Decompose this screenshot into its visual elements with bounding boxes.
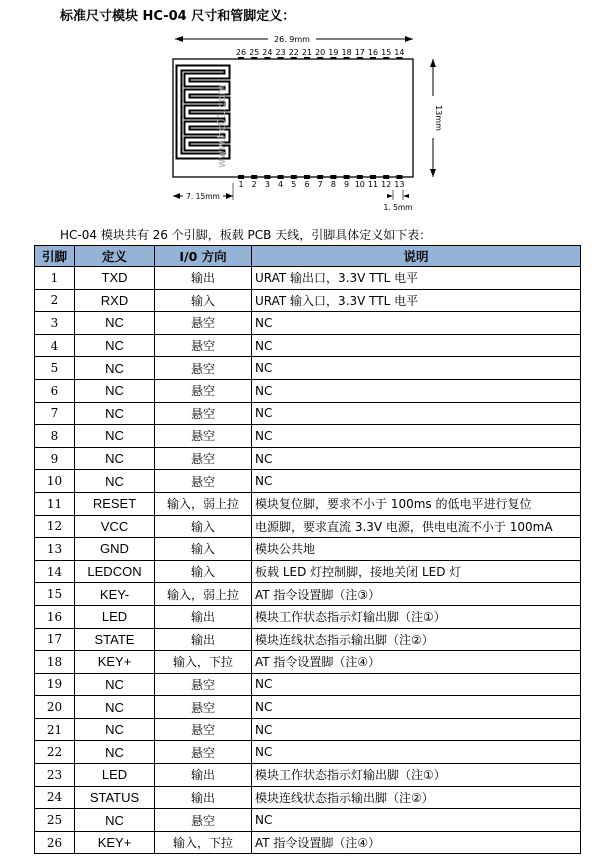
bottom-pin-pad bbox=[370, 175, 376, 179]
bottom-pin-pad bbox=[251, 175, 257, 179]
bottom-pin-number: 2 bbox=[251, 180, 257, 189]
table-row bbox=[35, 560, 581, 583]
pin-definition-table bbox=[34, 245, 581, 854]
pin-definition: NC bbox=[75, 379, 155, 402]
pin-description: URAT 输入口，3.3V TTL 电平 bbox=[252, 289, 581, 312]
pin-description: AT 指令设置脚（注④） bbox=[252, 651, 581, 674]
pin-io-direction: 输入 bbox=[155, 538, 252, 561]
bottom-pin-pad bbox=[344, 175, 350, 179]
pin-definition: RXD bbox=[75, 289, 155, 312]
pin-number: 11 bbox=[35, 492, 75, 515]
table-row bbox=[35, 651, 581, 674]
pin-number: 6 bbox=[35, 379, 75, 402]
pin-description: NC bbox=[252, 696, 581, 719]
pin-definition: NC bbox=[75, 447, 155, 470]
table-row bbox=[35, 334, 581, 357]
bottom-pin-number: 12 bbox=[381, 180, 392, 189]
pin-definition: KEY+ bbox=[75, 831, 155, 854]
pin-definition: LEDCON bbox=[75, 560, 155, 583]
pin-io-direction: 输出 bbox=[155, 605, 252, 628]
pin-io-direction: 输入 bbox=[155, 289, 252, 312]
pin-definition: KEY- bbox=[75, 583, 155, 606]
top-pin-number: 17 bbox=[354, 48, 365, 57]
top-pin-number: 18 bbox=[341, 48, 352, 57]
table-row bbox=[35, 492, 581, 515]
pitch-label: 1. 5mm bbox=[383, 203, 413, 212]
pin-description: NC bbox=[252, 379, 581, 402]
table-row bbox=[35, 289, 581, 312]
pin-number: 5 bbox=[35, 357, 75, 380]
pin-number: 13 bbox=[35, 538, 75, 561]
pin-definition: NC bbox=[75, 470, 155, 493]
pin-number: 8 bbox=[35, 425, 75, 448]
top-pin-number: 24 bbox=[262, 48, 273, 57]
pin-description: 电源脚，要求直流 3.3V 电源，供电电流不小于 100mA bbox=[252, 515, 581, 538]
pin-number: 26 bbox=[35, 831, 75, 854]
pin-definition: RESET bbox=[75, 492, 155, 515]
bottom-pin-number: 1 bbox=[238, 180, 244, 189]
pin-description: NC bbox=[252, 470, 581, 493]
pin-number: 22 bbox=[35, 741, 75, 764]
table-row bbox=[35, 673, 581, 696]
bottom-pin-pad bbox=[357, 175, 363, 179]
pin-number: 21 bbox=[35, 718, 75, 741]
pin-definition: VCC bbox=[75, 515, 155, 538]
bottom-pin-number: 3 bbox=[264, 180, 270, 189]
pin-description: NC bbox=[252, 402, 581, 425]
pin-number: 24 bbox=[35, 786, 75, 809]
table-row bbox=[35, 402, 581, 425]
pin-io-direction: 悬空 bbox=[155, 741, 252, 764]
pin-definition: NC bbox=[75, 718, 155, 741]
pin-number: 18 bbox=[35, 651, 75, 674]
pin-io-direction: 悬空 bbox=[155, 696, 252, 719]
bottom-pin-number: 5 bbox=[291, 180, 297, 189]
pin-io-direction: 输入，弱上拉 bbox=[155, 583, 252, 606]
pin-io-direction: 输出 bbox=[155, 764, 252, 787]
bottom-pin-pad bbox=[317, 175, 323, 179]
top-pin-number: 21 bbox=[301, 48, 313, 57]
pin-io-direction: 输出 bbox=[155, 628, 252, 651]
table-row bbox=[35, 605, 581, 628]
pin-number: 4 bbox=[35, 334, 75, 357]
pin-description: 板载 LED 灯控制脚，接地关闭 LED 灯 bbox=[252, 560, 581, 583]
pin-io-direction: 悬空 bbox=[155, 312, 252, 335]
header-description: 说明 bbox=[252, 246, 581, 267]
pin-number: 7 bbox=[35, 402, 75, 425]
pin-io-direction: 输入 bbox=[155, 560, 252, 583]
pin-definition: NC bbox=[75, 696, 155, 719]
height-dimension-label: 13mm bbox=[434, 105, 443, 131]
left-offset-label: 7. 15mm bbox=[186, 192, 220, 201]
bottom-pin-number: 8 bbox=[330, 180, 336, 189]
bottom-pin-number: 6 bbox=[304, 180, 310, 189]
pin-number: 15 bbox=[35, 583, 75, 606]
pin-io-direction: 输入，弱上拉 bbox=[155, 492, 252, 515]
pin-number: 10 bbox=[35, 470, 75, 493]
pin-io-direction: 悬空 bbox=[155, 357, 252, 380]
pin-description: 模块公共地 bbox=[252, 538, 581, 561]
pin-io-direction: 悬空 bbox=[155, 334, 252, 357]
table-row bbox=[35, 831, 581, 854]
pin-io-direction: 输入，下拉 bbox=[155, 831, 252, 854]
table-row bbox=[35, 515, 581, 538]
pin-io-direction: 输出 bbox=[155, 786, 252, 809]
bottom-pin-pad bbox=[330, 175, 336, 179]
header-definition: 定义 bbox=[75, 246, 155, 267]
table-row bbox=[35, 583, 581, 606]
pin-definition: NC bbox=[75, 357, 155, 380]
pin-description: NC bbox=[252, 357, 581, 380]
bottom-pin-number: 4 bbox=[278, 180, 284, 189]
pin-io-direction: 悬空 bbox=[155, 470, 252, 493]
pin-definition: LED bbox=[75, 605, 155, 628]
pin-io-direction: 输入 bbox=[155, 515, 252, 538]
pin-number: 12 bbox=[35, 515, 75, 538]
table-row bbox=[35, 538, 581, 561]
pin-definition: STATE bbox=[75, 628, 155, 651]
pin-description: NC bbox=[252, 312, 581, 335]
pin-definition: KEY+ bbox=[75, 651, 155, 674]
top-pin-number: 23 bbox=[275, 48, 286, 57]
table-row bbox=[35, 696, 581, 719]
pin-number: 19 bbox=[35, 673, 75, 696]
pin-io-direction: 悬空 bbox=[155, 379, 252, 402]
table-row bbox=[35, 379, 581, 402]
bottom-pin-pad bbox=[304, 175, 310, 179]
pin-io-direction: 悬空 bbox=[155, 402, 252, 425]
pin-definition: STATUS bbox=[75, 786, 155, 809]
pin-definition: NC bbox=[75, 312, 155, 335]
bottom-pin-pad bbox=[238, 175, 244, 179]
pin-description: NC bbox=[252, 809, 581, 832]
module-watermark: www.hc01.com bbox=[215, 84, 228, 168]
pin-io-direction: 悬空 bbox=[155, 809, 252, 832]
pin-description: 模块连线状态指示输出脚（注②） bbox=[252, 786, 581, 809]
pin-number: 9 bbox=[35, 447, 75, 470]
table-row bbox=[35, 786, 581, 809]
pin-io-direction: 悬空 bbox=[155, 673, 252, 696]
pin-definition: GND bbox=[75, 538, 155, 561]
pin-number: 2 bbox=[35, 289, 75, 312]
pin-description: NC bbox=[252, 334, 581, 357]
table-row bbox=[35, 718, 581, 741]
pin-description: NC bbox=[252, 741, 581, 764]
top-pin-number: 19 bbox=[328, 48, 339, 57]
pin-definition: NC bbox=[75, 402, 155, 425]
width-dimension-label: 26. 9mm bbox=[274, 35, 310, 44]
table-row bbox=[35, 312, 581, 335]
pin-io-direction: 悬空 bbox=[155, 447, 252, 470]
table-row bbox=[35, 809, 581, 832]
table-row bbox=[35, 357, 581, 380]
pin-definition: LED bbox=[75, 764, 155, 787]
pin-description: NC bbox=[252, 447, 581, 470]
top-pin-number: 14 bbox=[394, 48, 405, 57]
bottom-pin-number: 11 bbox=[367, 180, 379, 189]
table-row bbox=[35, 470, 581, 493]
top-pin-number: 26 bbox=[235, 48, 247, 57]
header-pin: 引脚 bbox=[35, 246, 75, 267]
bottom-pin-pad bbox=[264, 175, 270, 179]
pin-description: AT 指令设置脚（注③） bbox=[252, 583, 581, 606]
pin-description: 模块工作状态指示灯输出脚（注①） bbox=[252, 764, 581, 787]
pin-definition: NC bbox=[75, 741, 155, 764]
pin-definition: TXD bbox=[75, 267, 155, 290]
pin-io-direction: 输出 bbox=[155, 267, 252, 290]
pin-description: 模块连线状态指示输出脚（注②） bbox=[252, 628, 581, 651]
pin-number: 16 bbox=[35, 605, 75, 628]
top-pin-number: 16 bbox=[367, 48, 379, 57]
intro-text: HC-04 模块共有 26 个引脚，板载 PCB 天线，引脚具体定义如下表： bbox=[60, 228, 432, 242]
pin-description: URAT 输出口，3.3V TTL 电平 bbox=[252, 267, 581, 290]
pin-io-direction: 输入，下拉 bbox=[155, 651, 252, 674]
pin-definition: NC bbox=[75, 425, 155, 448]
pin-io-direction: 悬空 bbox=[155, 425, 252, 448]
page-heading: 标准尺寸模块 HC-04 尺寸和管脚定义： bbox=[60, 9, 296, 24]
pin-description: NC bbox=[252, 718, 581, 741]
pin-description: 模块复位脚，要求不小于 100ms 的低电平进行复位 bbox=[252, 492, 581, 515]
pin-definition: NC bbox=[75, 334, 155, 357]
pin-io-direction: 悬空 bbox=[155, 718, 252, 741]
pin-number: 3 bbox=[35, 312, 75, 335]
bottom-pin-pad bbox=[278, 175, 284, 179]
pin-number: 23 bbox=[35, 764, 75, 787]
pin-description: NC bbox=[252, 673, 581, 696]
top-pin-number: 25 bbox=[249, 48, 260, 57]
pin-number: 17 bbox=[35, 628, 75, 651]
top-pin-number: 22 bbox=[288, 48, 299, 57]
bottom-pin-pad bbox=[291, 175, 297, 179]
table-row bbox=[35, 425, 581, 448]
pin-number: 1 bbox=[35, 267, 75, 290]
bottom-pin-number: 7 bbox=[317, 180, 323, 189]
header-io-direction: I/0 方向 bbox=[155, 246, 252, 267]
top-pin-number: 20 bbox=[315, 48, 326, 57]
pin-description: AT 指令设置脚（注④） bbox=[252, 831, 581, 854]
pin-definition: NC bbox=[75, 673, 155, 696]
pin-description: 模块工作状态指示灯输出脚（注①） bbox=[252, 605, 581, 628]
bottom-pin-number: 13 bbox=[394, 180, 405, 189]
pin-definition: NC bbox=[75, 809, 155, 832]
table-row bbox=[35, 628, 581, 651]
bottom-pin-pad bbox=[396, 175, 402, 179]
table-row bbox=[35, 447, 581, 470]
bottom-pin-number: 10 bbox=[354, 180, 365, 189]
pin-number: 20 bbox=[35, 696, 75, 719]
pin-number: 25 bbox=[35, 809, 75, 832]
pin-number: 14 bbox=[35, 560, 75, 583]
table-row bbox=[35, 741, 581, 764]
table-row bbox=[35, 267, 581, 290]
bottom-pin-pad bbox=[383, 175, 389, 179]
top-pin-number: 15 bbox=[381, 48, 392, 57]
table-header-row bbox=[35, 246, 581, 267]
pin-description: NC bbox=[252, 425, 581, 448]
module-dimension-diagram bbox=[165, 28, 445, 218]
table-row bbox=[35, 764, 581, 787]
bottom-pin-number: 9 bbox=[344, 180, 350, 189]
